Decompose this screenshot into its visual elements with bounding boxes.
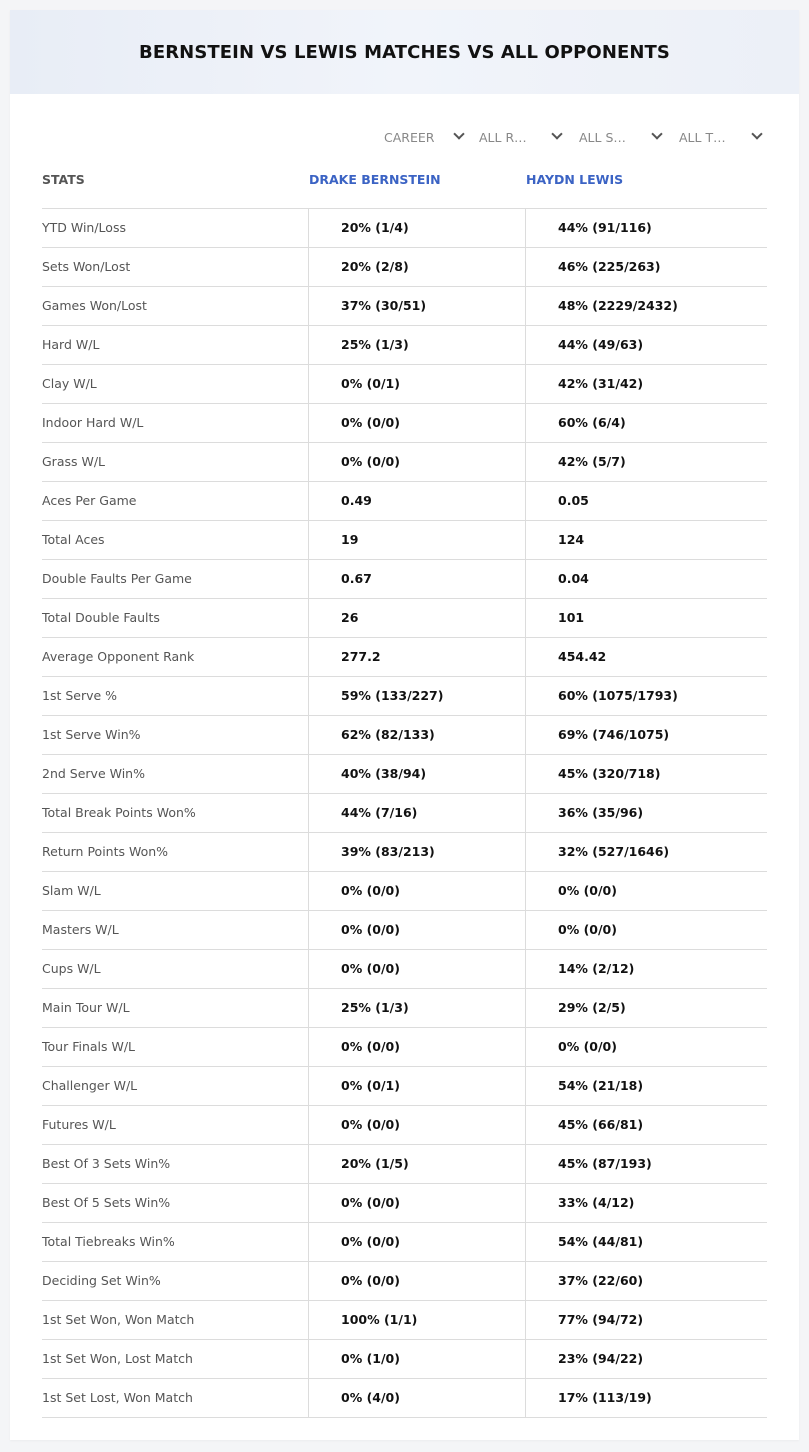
player2-value: 45% (87/193) — [525, 1145, 767, 1183]
chevron-down-icon — [651, 128, 662, 139]
table-row — [42, 794, 767, 833]
stat-label: Best Of 3 Sets Win% — [42, 1156, 171, 1171]
stat-label: Challenger W/L — [42, 1078, 138, 1093]
table-row — [42, 248, 767, 287]
player2-value: 101 — [525, 599, 767, 637]
player1-value: 100% (1/1) — [308, 1301, 525, 1339]
filter-period-label: CAREER — [384, 129, 435, 145]
player1-value: 20% (2/8) — [308, 248, 525, 286]
table-row — [42, 404, 767, 443]
table-row — [42, 677, 767, 716]
player2-value: 46% (225/263) — [525, 248, 767, 286]
player1-value: 37% (30/51) — [308, 287, 525, 325]
filter-surface-select[interactable] — [579, 126, 666, 148]
table-row — [42, 365, 767, 404]
stat-label: Grass W/L — [42, 454, 106, 469]
stat-label: 1st Set Won, Lost Match — [42, 1351, 193, 1366]
player2-value: 29% (2/5) — [525, 989, 767, 1027]
table-row — [42, 443, 767, 482]
filter-period-select[interactable] — [384, 126, 466, 148]
table-row — [42, 599, 767, 638]
player2-value: 60% (1075/1793) — [525, 677, 767, 715]
player2-value: 45% (66/81) — [525, 1106, 767, 1144]
player2-value: 32% (527/1646) — [525, 833, 767, 871]
stat-label: Best Of 5 Sets Win% — [42, 1195, 171, 1210]
player2-value: 45% (320/718) — [525, 755, 767, 793]
column-header-player1-link[interactable]: DRAKE BERNSTEIN — [309, 172, 441, 187]
stat-label: Clay W/L — [42, 376, 97, 391]
player1-value: 25% (1/3) — [308, 326, 525, 364]
stat-label: Double Faults Per Game — [42, 571, 192, 586]
table-row — [42, 989, 767, 1028]
player1-value: 0% (0/0) — [308, 443, 525, 481]
stat-label: 2nd Serve Win% — [42, 766, 145, 781]
stat-label: 1st Serve % — [42, 688, 118, 703]
player1-value: 0% (0/0) — [308, 404, 525, 442]
column-header-player2-link[interactable]: HAYDN LEWIS — [526, 172, 624, 187]
player1-value: 0% (1/0) — [308, 1340, 525, 1378]
stat-label: Indoor Hard W/L — [42, 415, 144, 430]
player1-value: 0% (4/0) — [308, 1379, 525, 1417]
player1-value: 0% (0/0) — [308, 950, 525, 988]
table-row — [42, 1301, 767, 1340]
player1-value: 0.67 — [308, 560, 525, 598]
player2-value: 60% (6/4) — [525, 404, 767, 442]
player1-value: 39% (83/213) — [308, 833, 525, 871]
table-row — [42, 1106, 767, 1145]
stat-label: Average Opponent Rank — [42, 649, 195, 664]
player1-value: 26 — [308, 599, 525, 637]
table-row — [42, 287, 767, 326]
page-title: BERNSTEIN VS LEWIS MATCHES VS ALL OPPONENTS — [139, 41, 670, 63]
table-row — [42, 1184, 767, 1223]
stat-label: Futures W/L — [42, 1117, 116, 1132]
table-row — [42, 1145, 767, 1184]
player2-value: 0% (0/0) — [525, 911, 767, 949]
player2-value: 17% (113/19) — [525, 1379, 767, 1417]
table-row — [42, 950, 767, 989]
stat-label: 1st Set Lost, Won Match — [42, 1390, 193, 1405]
player2-value: 42% (5/7) — [525, 443, 767, 481]
chevron-down-icon — [551, 128, 562, 139]
filter-bar — [10, 126, 799, 148]
table-row — [42, 1223, 767, 1262]
player2-value: 54% (21/18) — [525, 1067, 767, 1105]
player2-value: 33% (4/12) — [525, 1184, 767, 1222]
player1-value: 0% (0/0) — [308, 1028, 525, 1066]
column-header-stats: STATS — [42, 172, 85, 187]
player2-value: 124 — [525, 521, 767, 559]
player1-value: 40% (38/94) — [308, 755, 525, 793]
stat-label: 1st Serve Win% — [42, 727, 141, 742]
chevron-down-icon — [453, 128, 464, 139]
stat-label: Total Double Faults — [42, 610, 160, 625]
filter-tournament-select[interactable] — [679, 126, 766, 148]
chevron-down-icon — [751, 128, 762, 139]
player1-value: 19 — [308, 521, 525, 559]
player1-value: 0% (0/0) — [308, 1106, 525, 1144]
table-row — [42, 755, 767, 794]
stat-label: Aces Per Game — [42, 493, 137, 508]
stat-label: YTD Win/Loss — [42, 220, 126, 235]
table-row — [42, 833, 767, 872]
filter-tournament-label: ALL T… — [679, 129, 726, 145]
player1-value: 62% (82/133) — [308, 716, 525, 754]
table-header — [42, 170, 767, 208]
stats-card — [10, 10, 799, 1440]
player1-value: 25% (1/3) — [308, 989, 525, 1027]
player2-value: 42% (31/42) — [525, 365, 767, 403]
player2-value: 0% (0/0) — [525, 1028, 767, 1066]
player2-value: 54% (44/81) — [525, 1223, 767, 1261]
player1-value: 0% (0/0) — [308, 872, 525, 910]
table-row — [42, 911, 767, 950]
player2-value: 23% (94/22) — [525, 1340, 767, 1378]
table-row — [42, 872, 767, 911]
table-row — [42, 560, 767, 599]
table-row — [42, 1379, 767, 1418]
stat-label: Masters W/L — [42, 922, 119, 937]
table-row — [42, 326, 767, 365]
stat-label: Return Points Won% — [42, 844, 169, 859]
stat-label: Hard W/L — [42, 337, 100, 352]
player2-value: 0.04 — [525, 560, 767, 598]
player1-value: 44% (7/16) — [308, 794, 525, 832]
stat-label: 1st Set Won, Won Match — [42, 1312, 195, 1327]
table-row — [42, 716, 767, 755]
player2-value: 44% (49/63) — [525, 326, 767, 364]
player1-value: 20% (1/4) — [308, 209, 525, 247]
player1-value: 0% (0/1) — [308, 365, 525, 403]
player1-value: 0% (0/0) — [308, 1223, 525, 1261]
stat-label: Total Aces — [42, 532, 105, 547]
player2-value: 77% (94/72) — [525, 1301, 767, 1339]
player1-value: 20% (1/5) — [308, 1145, 525, 1183]
table-row — [42, 209, 767, 248]
stat-label: Games Won/Lost — [42, 298, 147, 313]
table-row — [42, 1340, 767, 1379]
player2-value: 0.05 — [525, 482, 767, 520]
stat-label: Deciding Set Win% — [42, 1273, 161, 1288]
table-row — [42, 1262, 767, 1301]
player1-value: 0% (0/1) — [308, 1067, 525, 1105]
player1-value: 59% (133/227) — [308, 677, 525, 715]
table-row — [42, 1067, 767, 1106]
stat-label: Slam W/L — [42, 883, 101, 898]
player1-value: 0% (0/0) — [308, 911, 525, 949]
filter-round-select[interactable] — [479, 126, 566, 148]
player1-value: 277.2 — [308, 638, 525, 676]
card-header — [10, 10, 799, 94]
stat-label: Tour Finals W/L — [42, 1039, 136, 1054]
stat-label: Total Tiebreaks Win% — [42, 1234, 175, 1249]
table-row — [42, 482, 767, 521]
filter-round-label: ALL R… — [479, 129, 527, 145]
player2-value: 44% (91/116) — [525, 209, 767, 247]
stat-label: Main Tour W/L — [42, 1000, 130, 1015]
player2-value: 0% (0/0) — [525, 872, 767, 910]
player2-value: 36% (35/96) — [525, 794, 767, 832]
player1-value: 0% (0/0) — [308, 1184, 525, 1222]
table-row — [42, 638, 767, 677]
player1-value: 0% (0/0) — [308, 1262, 525, 1300]
stat-label: Cups W/L — [42, 961, 101, 976]
stats-table — [42, 208, 767, 1418]
stat-label: Sets Won/Lost — [42, 259, 131, 274]
stat-label: Total Break Points Won% — [42, 805, 196, 820]
player2-value: 454.42 — [525, 638, 767, 676]
player1-value: 0.49 — [308, 482, 525, 520]
player2-value: 37% (22/60) — [525, 1262, 767, 1300]
player2-value: 69% (746/1075) — [525, 716, 767, 754]
table-row — [42, 1028, 767, 1067]
player2-value: 48% (2229/2432) — [525, 287, 767, 325]
table-row — [42, 521, 767, 560]
filter-surface-label: ALL S… — [579, 129, 626, 145]
player2-value: 14% (2/12) — [525, 950, 767, 988]
